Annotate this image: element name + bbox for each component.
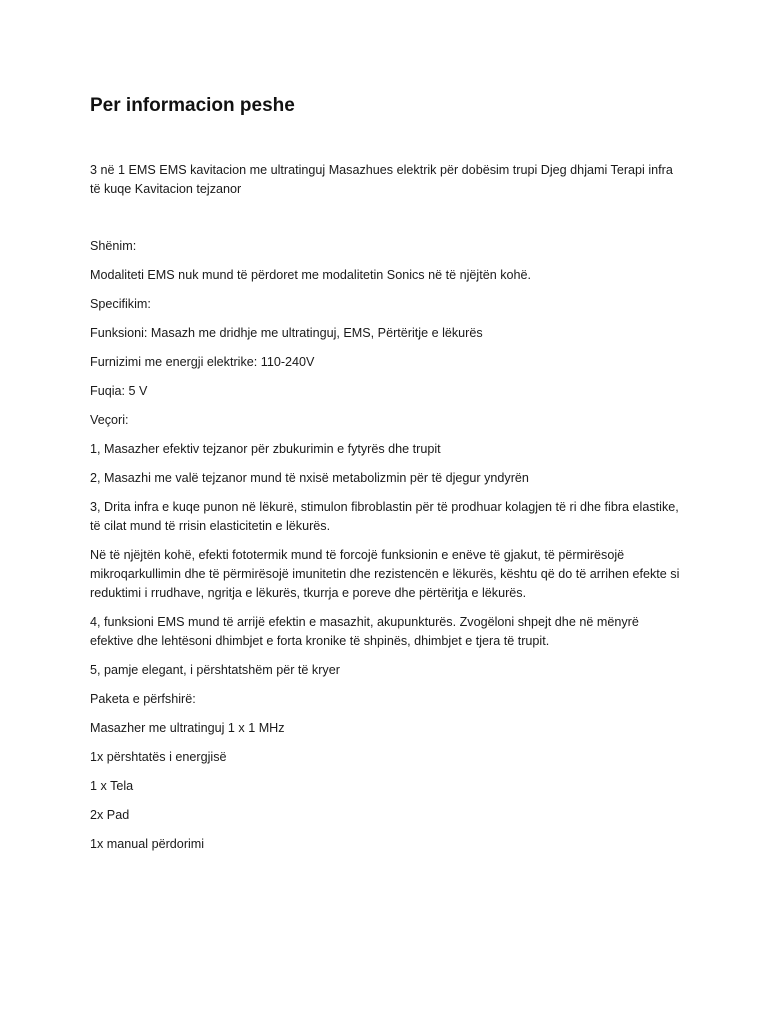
spec-power: Fuqia: 5 V xyxy=(90,384,148,398)
spec-heading: Specifikim: xyxy=(90,297,151,311)
features-heading: Veçori: xyxy=(90,413,129,427)
spec-function: Funksioni: Masazh me dridhje me ultratinguj, EMS, Përtëritje e lëkurës xyxy=(90,326,483,340)
package-item: 1x përshtatës i energjisë xyxy=(90,750,227,764)
note-text: Modaliteti EMS nuk mund të përdoret me modalitetin Sonics në të njëjtën kohë. xyxy=(90,268,532,282)
feature-3: 3, Drita infra e kuqe punon në lëkurë, stimulon fibroblastin për të prodhuar kolagjen të ri dhe fibra elastike, të cilat mund të rrisin elasticitetin e lëkurës. xyxy=(90,500,679,533)
feature-4: 4, funksioni EMS mund të arrijë efektin e masazhit, akupunkturës. Zvogëloni shpejt dhe në mënyrë efektive dhe lehtësoni dhimbjet e forta kronike të shpinës, dhimbjet e tjera të trupit. xyxy=(90,615,639,648)
feature-3-continued: Në të njëjtën kohë, efekti fototermik mund të forcojë funksionin e enëve të gjakut, të përmirësojë mikroqarkullimin dhe të përmirësojë imunitetin dhe rezistencën e lëkurës, kështu që do të arrihen efekte si reduktimi i rrudhave, ngritja e lëkurës, tkurrja e poreve dhe përtëritja e lëkurës. xyxy=(90,548,680,600)
note-heading: Shënim: xyxy=(90,239,137,253)
package-heading: Paketa e përfshirë: xyxy=(90,692,196,706)
product-description: 3 në 1 EMS EMS kavitacion me ultratinguj Masazhues elektrik për dobësim trupi Djeg dhjami Terapi infra të kuqe Kavitacion tejzanor xyxy=(90,163,673,196)
package-item: Masazher me ultratinguj 1 x 1 MHz xyxy=(90,721,285,735)
spec-power-supply: Furnizimi me energji elektrike: 110-240V xyxy=(90,355,315,369)
feature-1: 1, Masazher efektiv tejzanor për zbukurimin e fytyrës dhe trupit xyxy=(90,442,441,456)
package-item: 1 x Tela xyxy=(90,779,134,793)
document-body xyxy=(90,94,680,854)
document-title: Per informacion peshe xyxy=(90,95,295,116)
feature-5: 5, pamje elegant, i përshtatshëm për të kryer xyxy=(90,663,340,677)
feature-2: 2, Masazhi me valë tejzanor mund të nxisë metabolizmin për të djegur yndyrën xyxy=(90,471,529,485)
package-item: 2x Pad xyxy=(90,808,130,822)
package-item: 1x manual përdorimi xyxy=(90,837,205,851)
